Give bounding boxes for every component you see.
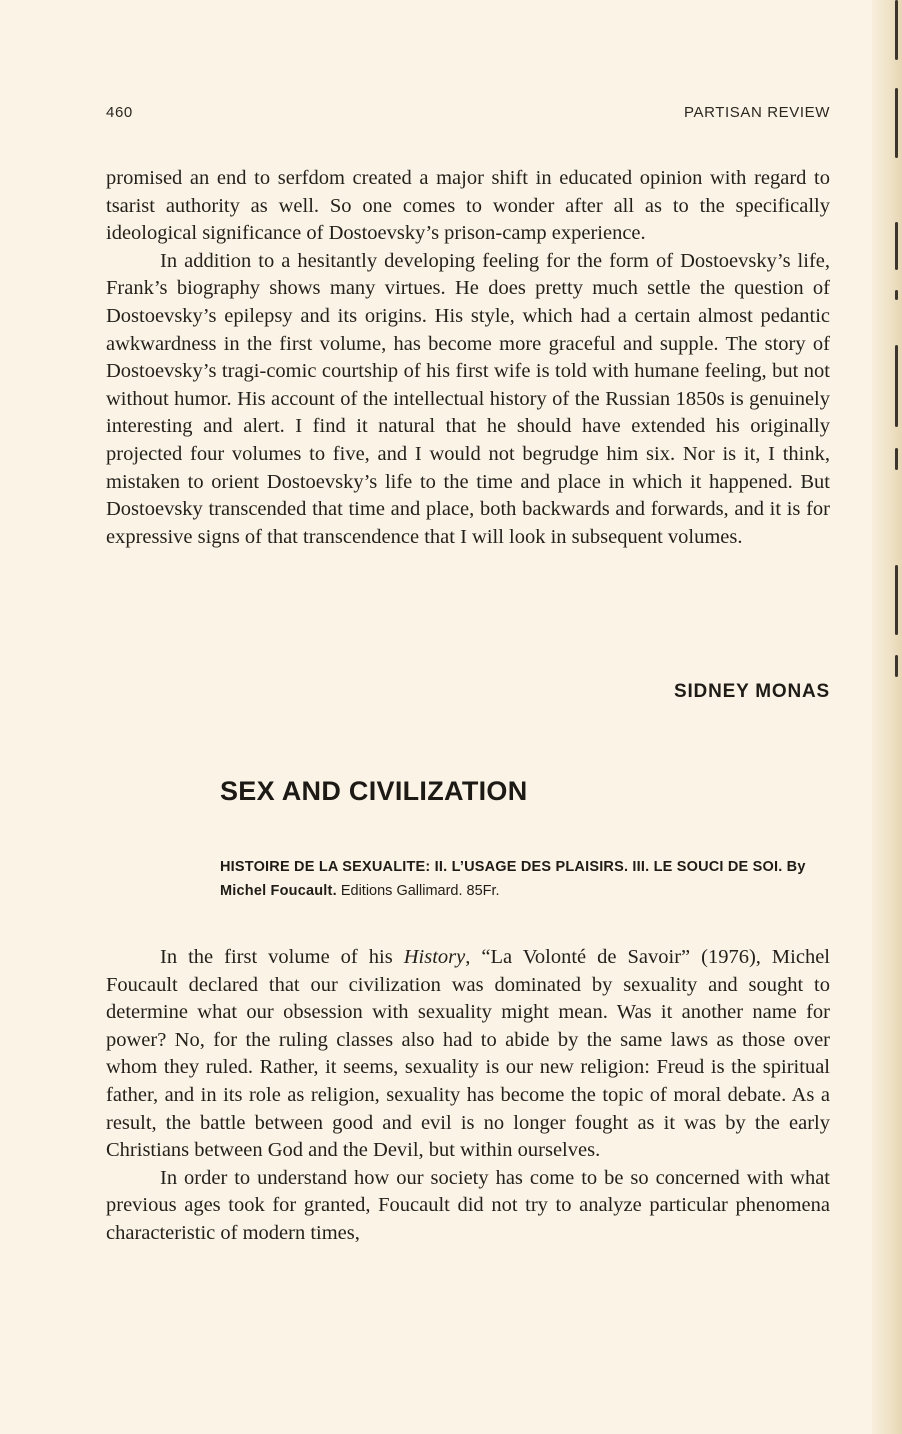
section-title: SEX AND CIVILIZATION [220, 776, 528, 806]
review-body [106, 944, 830, 1248]
journal-title: PARTISAN REVIEW [684, 104, 830, 121]
paragraph [106, 944, 830, 1165]
edge-mark [895, 0, 898, 60]
previous-review-ending [106, 165, 830, 551]
edge-mark [895, 222, 898, 270]
running-head [106, 104, 830, 124]
paragraph: promised an end to serfdom created a major shift in educated opinion with regard to tsarist authority as well. So one comes to wonder after all as to the specifically ideological significance of Dostoevsky’s prison-camp experience. [106, 167, 830, 245]
page-edge-shadow [872, 0, 902, 1434]
edge-mark [895, 448, 898, 470]
edge-mark [895, 345, 898, 427]
text-run: In the first volume of his [160, 946, 404, 968]
publisher-and-price: Editions Gallimard. 85Fr. [340, 883, 500, 899]
text-run: , “La Volonté de Savoir” (1976), Michel Foucault declared that our civilization was dominated by sexuality and sought to determine what our obsession with sexuality might mean. Was it another name for power? No, for the ruling classes also had to abide by the same laws as those over whom they ruled. Rather, it seems, sexuality is our new religion: Freud is the spiritual father, and in its role as religion, sexuality has become the topic of moral debate. As a result, the battle between good and evil is no longer fought as it was by the early Christians between God and the Devil, but within ourselves. [106, 946, 830, 1162]
paragraph: In addition to a hesitantly developing feeling for the form of Dostoevsky’s life, Frank’s biography shows many virtues. He does pretty much settle the question of Dostoevsky’s epilepsy and its origins. His style, which had a certain almost pedantic awkwardness in the first volume, has become more graceful and supple. The story of Dostoevsky’s tragi-comic courtship of his first wife is told with humane feeling, but not without humor. His account of the intellectual history of the Russian 1850s is genuinely interesting and alert. I find it natural that he should have extended his originally projected four volumes to five, and I would not begrudge him six. Nor is it, I think, mistaken to orient Dostoevsky’s life to the time and place in which it happened. But Dostoevsky transcended that time and place, both backwards and forwards, and it is for expressive signs of that transcendence that I will look in subsequent volumes. [106, 249, 830, 548]
paragraph: In order to understand how our society has come to be so concerned with what previous ages took for granted, Foucault did not try to analyze particular phenomena characteristic of modern times, [106, 1166, 830, 1244]
edge-mark [895, 88, 898, 158]
page-number: 460 [106, 104, 133, 121]
edge-mark [895, 565, 898, 635]
edge-mark [895, 655, 898, 677]
book-title-and-author: HISTOIRE DE LA SEXUALITE: II. L’USAGE DES PLAISIRS. III. LE SOUCI DE SOI. By Michel Foucault. [220, 859, 806, 899]
reviewer-signature: SIDNEY MONAS [674, 681, 830, 702]
book-citation [220, 855, 832, 903]
edge-mark [895, 290, 898, 300]
italic-title: History [403, 946, 466, 968]
